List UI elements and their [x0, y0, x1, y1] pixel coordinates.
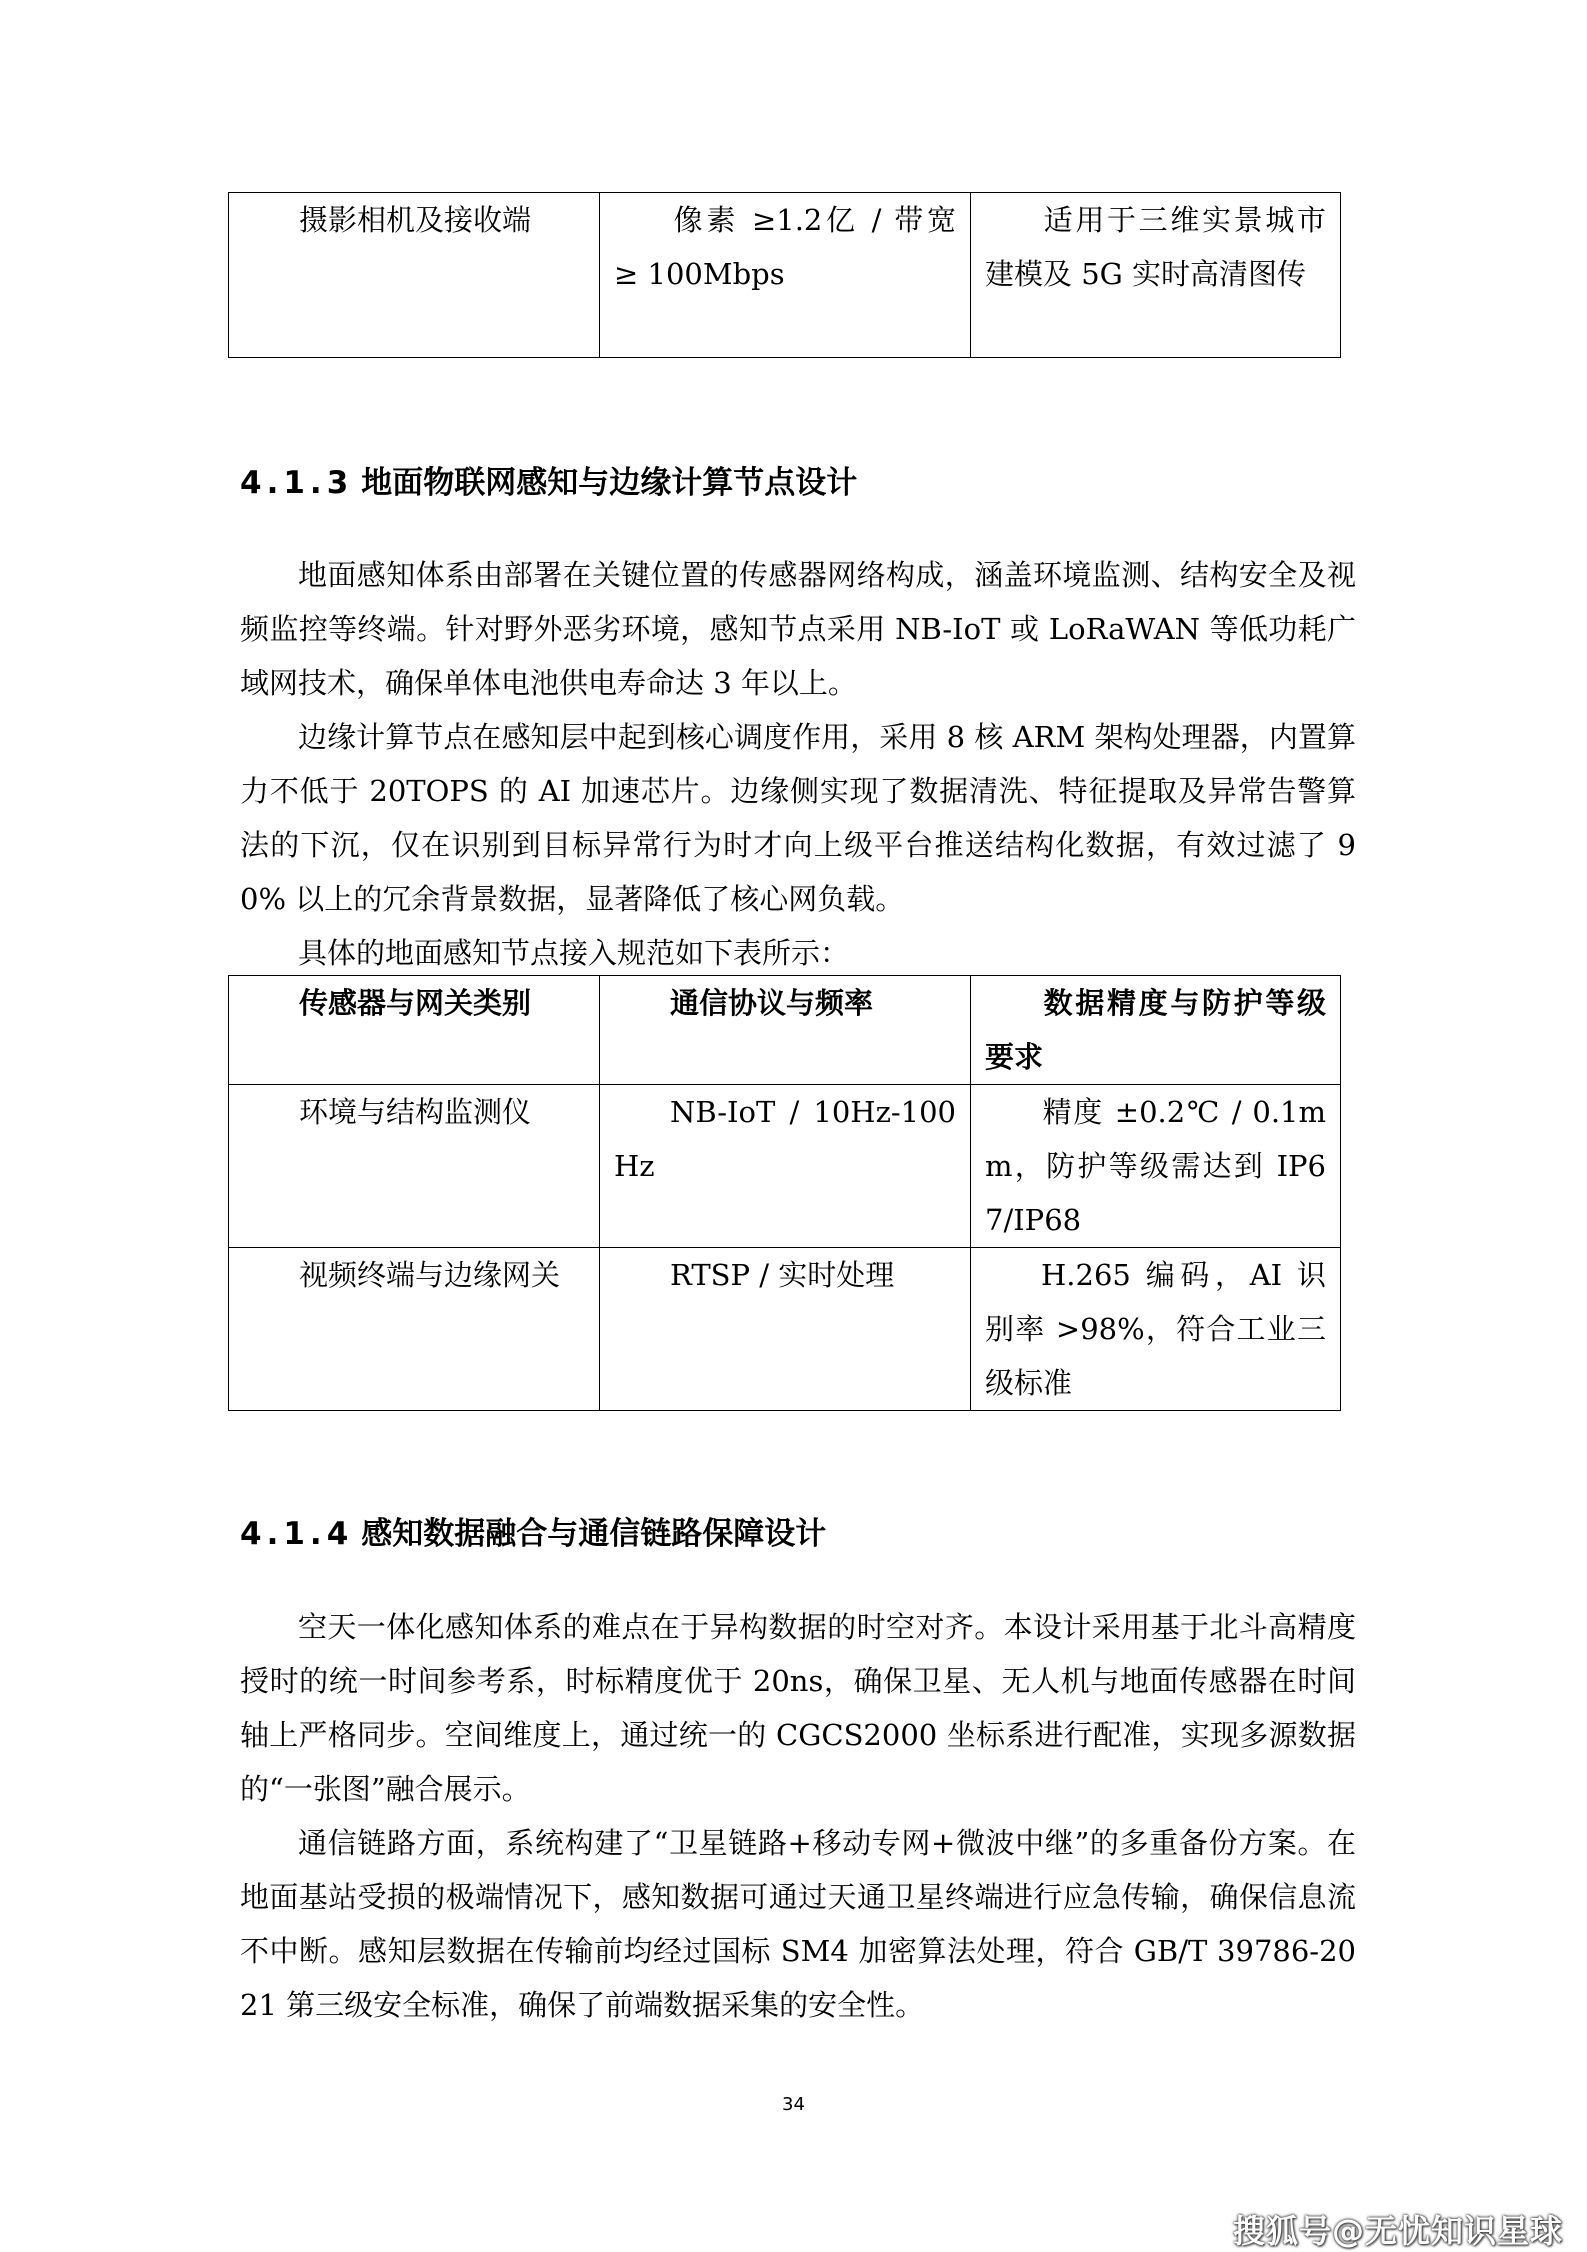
sensor-spec-table	[228, 975, 1341, 1411]
table-cell: 像素 ≥1.2亿 / 带宽 ≥ 100Mbps	[600, 193, 971, 358]
table-cell: 摄影相机及接收端	[229, 193, 600, 358]
table-cell: 环境与结构监测仪	[229, 1085, 600, 1248]
table-cell: 视频终端与边缘网关	[229, 1248, 600, 1411]
table-cell: RTSP / 实时处理	[600, 1248, 971, 1411]
section-heading-4-1-3: 4.1.3 地面物联网感知与边缘计算节点设计	[240, 465, 858, 501]
table-cell: NB-IoT / 10Hz-100Hz	[600, 1085, 971, 1248]
table-header-row	[229, 976, 1341, 1085]
table-row	[229, 1085, 1341, 1248]
column-header: 数据精度与防护等级要求	[971, 976, 1341, 1085]
paragraph: 空天一体化感知体系的难点在于异构数据的时空对齐。本设计采用基于北斗高精度授时的统一时间参考系，时标精度优于 20ns，确保卫星、无人机与地面传感器在时间轴上严格同步。空间维度上，通过统一的 CGCS2000 坐标系进行配准，实现多源数据的“一张图”融合展示。	[240, 1610, 1356, 1806]
watermark: 搜狐号@无忧知识星球	[1232, 2212, 1563, 2250]
table-row	[229, 193, 1341, 358]
paragraph: 通信链路方面，系统构建了“卫星链路+移动专网+微波中继”的多重备份方案。在地面基站受损的极端情况下，感知数据可通过天通卫星终端进行应急传输，确保信息流不中断。感知层数据在传输前均经过国标 SM4 加密算法处理，符合 GB/T 39786-2021 第三级安全标准，确保了前端数据采集的安全性。	[240, 1826, 1356, 2022]
table-row	[229, 1248, 1341, 1411]
paragraph: 边缘计算节点在感知层中起到核心调度作用，采用 8 核 ARM 架构处理器，内置算力不低于 20TOPS 的 AI 加速芯片。边缘侧实现了数据清洗、特征提取及异常告警算法的下沉，仅在识别到目标异常行为时才向上级平台推送结构化数据，有效过滤了 90% 以上的冗余背景数据，显著降低了核心网负载。	[240, 720, 1356, 916]
section-heading-4-1-4: 4.1.4 感知数据融合与通信链路保障设计	[240, 1516, 827, 1552]
table-cell: H.265 编码，AI 识别率 >98%，符合工业三级标准	[971, 1248, 1341, 1411]
column-header: 传感器与网关类别	[229, 976, 600, 1085]
column-header: 通信协议与频率	[600, 976, 971, 1085]
paragraph: 具体的地面感知节点接入规范如下表所示：	[298, 936, 850, 970]
table-cell: 适用于三维实景城市建模及 5G 实时高清图传	[971, 193, 1341, 358]
table-cell: 精度 ±0.2℃ / 0.1mm，防护等级需达到 IP67/IP68	[971, 1085, 1341, 1248]
top-table	[228, 192, 1341, 358]
page-number: 34	[782, 2094, 805, 2115]
paragraph: 地面感知体系由部署在关键位置的传感器网络构成，涵盖环境监测、结构安全及视频监控等终端。针对野外恶劣环境，感知节点采用 NB-IoT 或 LoRaWAN 等低功耗广域网技术，确保单体电池供电寿命达 3 年以上。	[240, 558, 1356, 700]
